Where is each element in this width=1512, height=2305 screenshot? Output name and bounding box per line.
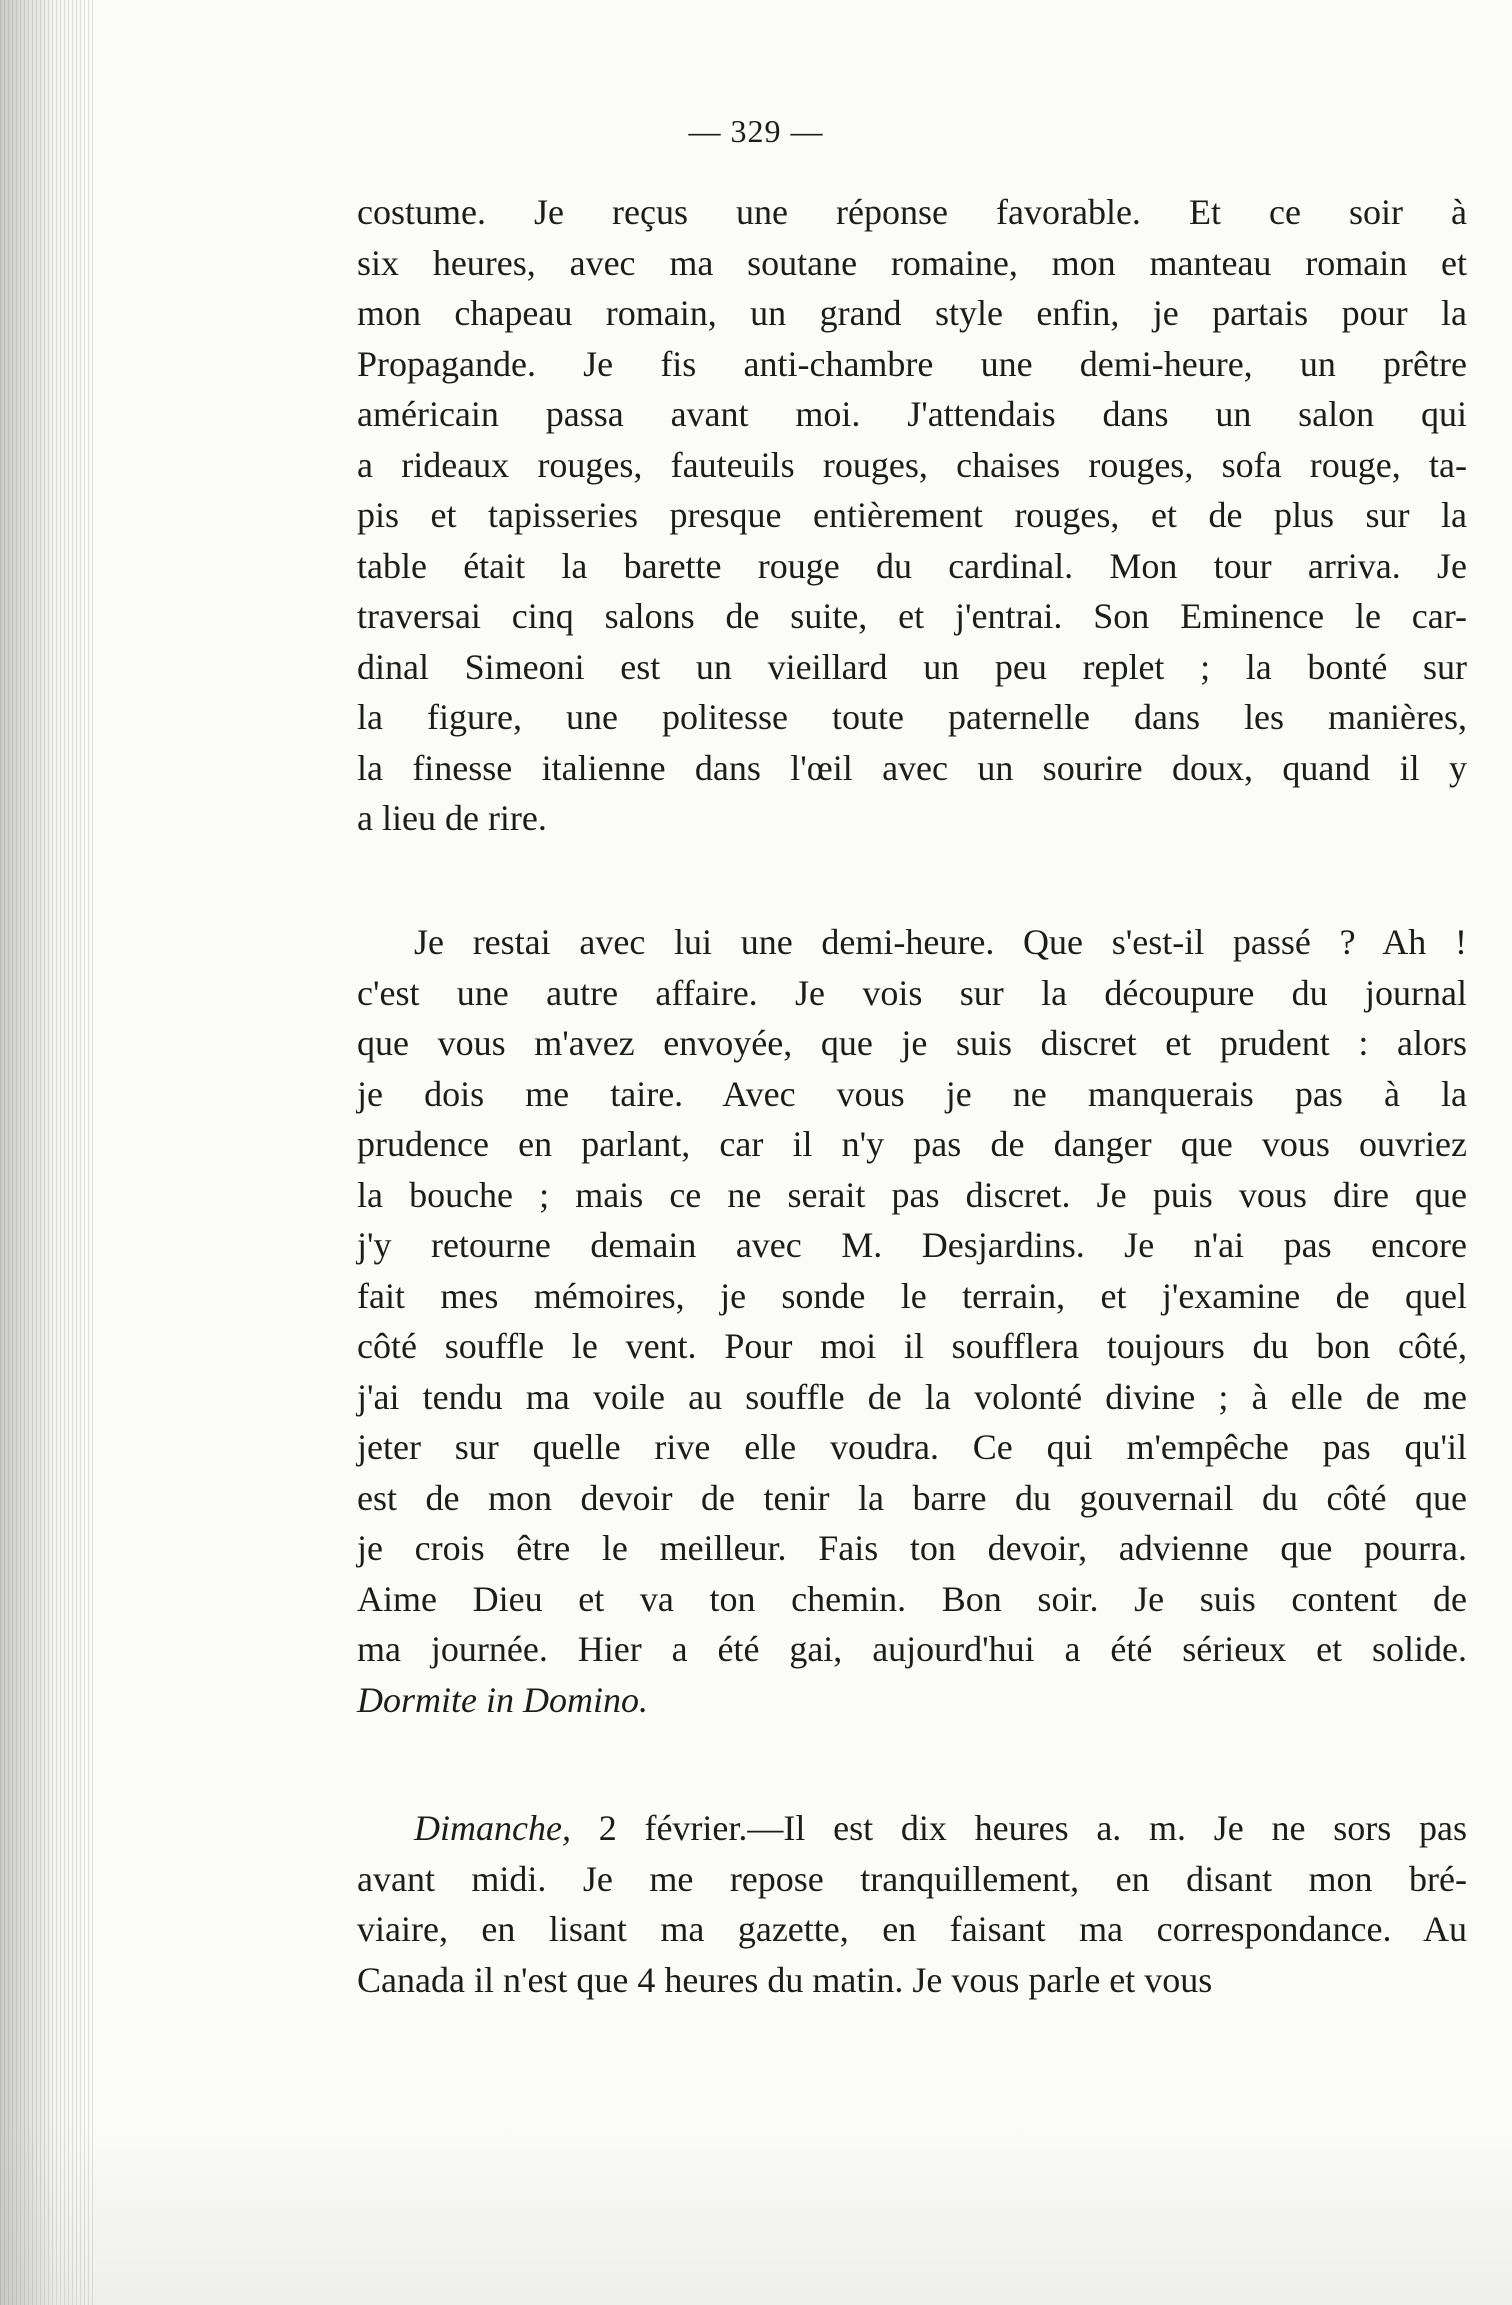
paragraph-line: mon chapeau romain, un grand style enfin, je partais pour la xyxy=(357,293,1467,333)
paragraph-line: ma journée. Hier a été gai, aujourd'hui a été sérieux et solide. xyxy=(357,1629,1467,1669)
paragraph-line: je crois être le meilleur. Fais ton devoir, advienne que pourra. xyxy=(357,1528,1467,1568)
paragraph-line: dinal Simeoni est un vieillard un peu replet ; la bonté sur xyxy=(357,646,1467,687)
paragraph-line: costume. Je reçus une réponse favorable. Et ce soir à xyxy=(357,192,1467,232)
paragraph-line: Je restai avec lui une demi-heure. Que s'est-il passé ? Ah ! xyxy=(414,922,1467,962)
paragraph-line: j'y retourne demain avec M. Desjardins. Je n'ai pas encore xyxy=(357,1225,1467,1265)
first-line-text: 2 février.—Il est dix heures a. m. Je ne sors pas xyxy=(570,1808,1467,1848)
paragraph-line: côté souffle le vent. Pour moi il soufflera toujours du bon côté, xyxy=(357,1326,1467,1366)
paragraph-line: viaire, en lisant ma gazette, en faisant ma correspondance. Au xyxy=(357,1909,1467,1949)
paragraph-line: table était la barette rouge du cardinal. Mon tour arriva. Je xyxy=(357,545,1467,586)
paragraph-line: avant midi. Je me repose tranquillement, en disant mon bré- xyxy=(357,1858,1467,1899)
page-number: — 329 — xyxy=(688,113,824,149)
scan-left-edge-shadow xyxy=(0,0,95,2305)
paragraph-line: est de mon devoir de tenir la barre du gouvernail du côté que xyxy=(357,1477,1467,1518)
date-label: Dimanche, xyxy=(414,1808,571,1848)
paragraph-line: Propagande. Je fis anti-chambre une demi-heure, un prêtre xyxy=(357,343,1467,384)
paragraph-line: six heures, avec ma soutane romaine, mon manteau romain et xyxy=(357,242,1467,283)
paragraph-2 xyxy=(357,917,1467,1725)
paragraph-first-line xyxy=(357,1803,1467,1854)
paragraph-line: Aime Dieu et va ton chemin. Bon soir. Je suis content de xyxy=(357,1578,1467,1619)
paragraph-line: la finesse italienne dans l'œil avec un sourire doux, quand il y xyxy=(357,747,1467,788)
paragraph-line: que vous m'avez envoyée, que je suis discret et prudent : alors xyxy=(357,1023,1467,1063)
scan-bottom-shadow xyxy=(0,2125,1512,2305)
paragraph-line: c'est une autre affaire. Je vois sur la découpure du journal xyxy=(357,972,1467,1013)
paragraph-line: pis et tapisseries presque entièrement rouges, et de plus sur la xyxy=(357,495,1467,535)
paragraph-line: Canada il n'est que 4 heures du matin. Je vous parle et vous xyxy=(357,1959,1213,2000)
paragraph-line: prudence en parlant, car il n'y pas de danger que vous ouvriez xyxy=(357,1124,1467,1164)
paragraph-3 xyxy=(357,1803,1467,2005)
paragraph-1 xyxy=(357,187,1467,844)
paragraph-line: Dormite in Domino. xyxy=(357,1679,648,1720)
paragraph-line: jeter sur quelle rive elle voudra. Ce qui m'empêche pas qu'il xyxy=(357,1427,1467,1467)
paragraph-line: américain passa avant moi. J'attendais dans un salon qui xyxy=(357,394,1467,434)
paragraph-line: traversai cinq salons de suite, et j'entrai. Son Eminence le car- xyxy=(357,596,1467,636)
paragraph-line: j'ai tendu ma voile au souffle de la volonté divine ; à elle de me xyxy=(357,1376,1467,1417)
paragraph-line: a rideaux rouges, fauteuils rouges, chaises rouges, sofa rouge, ta- xyxy=(357,444,1467,485)
paragraph-line: fait mes mémoires, je sonde le terrain, et j'examine de quel xyxy=(357,1275,1467,1316)
paragraph-line: a lieu de rire. xyxy=(357,798,547,838)
paragraph-line: la figure, une politesse toute paternelle dans les manières, xyxy=(357,697,1467,737)
paragraph-line: je dois me taire. Avec vous je ne manquerais pas à la xyxy=(357,1073,1467,1114)
paragraph-line: la bouche ; mais ce ne serait pas discret. Je puis vous dire que xyxy=(357,1174,1467,1215)
